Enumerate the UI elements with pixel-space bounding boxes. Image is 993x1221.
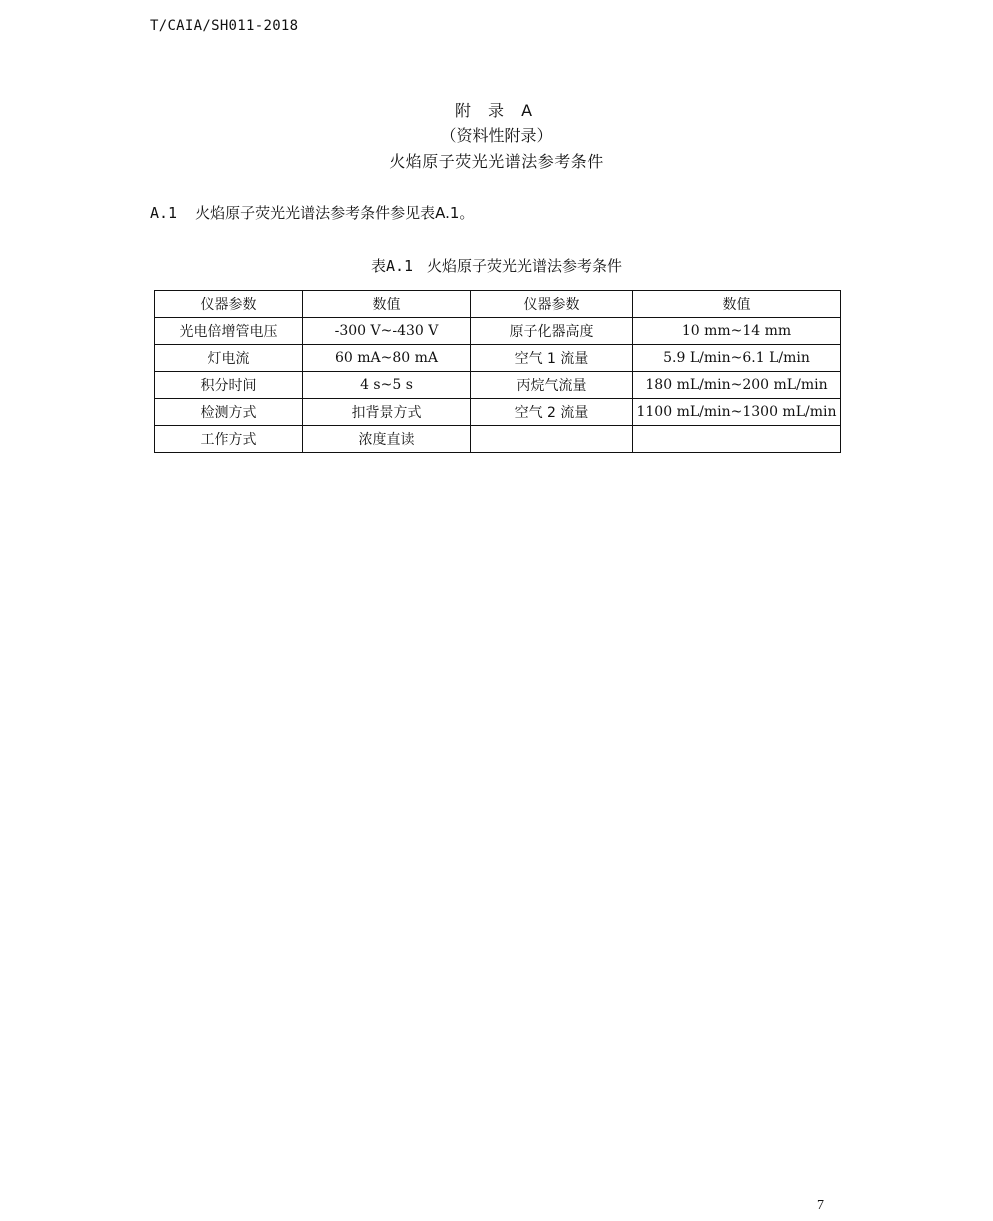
clause-number: A.1 [150, 204, 178, 222]
param-name-cell: 空气 2 流量 [471, 399, 633, 426]
param-value-cell: 1100 mL/min~1300 mL/min [633, 399, 841, 426]
param-name-cell: 光电倍增管电压 [155, 318, 303, 345]
document-id: T/CAIA/SH011-2018 [150, 18, 299, 34]
param-name-cell: 检测方式 [155, 399, 303, 426]
param-value-cell: 5.9 L/min~6.1 L/min [633, 345, 841, 372]
param-value-cell: 180 mL/min~200 mL/min [633, 372, 841, 399]
param-value-cell: -300 V~-430 V [303, 318, 471, 345]
appendix-subtitle: （资料性附录） [440, 126, 553, 145]
param-value-cell: 扣背景方式 [303, 399, 471, 426]
param-name-cell: 工作方式 [155, 426, 303, 453]
appendix-title: 火焰原子荧光光谱法参考条件 [389, 152, 604, 171]
param-value-cell [633, 426, 841, 453]
table-caption-number: 表A.1 [370, 257, 414, 275]
appendix-label: 附 录 A [454, 101, 539, 120]
param-value-cell: 浓度直读 [303, 426, 471, 453]
page-number: 7 [817, 1198, 824, 1213]
param-name-cell: 空气 1 流量 [471, 345, 633, 372]
header-cell: 数值 [303, 291, 471, 318]
table-row [155, 399, 841, 426]
table-caption [0, 255, 993, 276]
table-caption-text: 火焰原子荧光光谱法参考条件 [427, 257, 623, 275]
param-name-cell: 灯电流 [155, 345, 303, 372]
param-name-cell: 积分时间 [155, 372, 303, 399]
table-row [155, 345, 841, 372]
table-row [155, 318, 841, 345]
param-name-cell [471, 426, 633, 453]
header-cell: 仪器参数 [471, 291, 633, 318]
table-row [155, 372, 841, 399]
param-value-cell: 10 mm~14 mm [633, 318, 841, 345]
table-header-row [155, 291, 841, 318]
clause-text: 火焰原子荧光光谱法参考条件参见表A.1。 [195, 204, 475, 222]
clause-a1 [150, 202, 474, 223]
header-cell: 数值 [633, 291, 841, 318]
header-cell: 仪器参数 [155, 291, 303, 318]
param-value-cell: 60 mA~80 mA [303, 345, 471, 372]
param-name-cell: 丙烷气流量 [471, 372, 633, 399]
param-name-cell: 原子化器高度 [471, 318, 633, 345]
table-row [155, 426, 841, 453]
parameter-table [154, 290, 841, 453]
param-value-cell: 4 s~5 s [303, 372, 471, 399]
